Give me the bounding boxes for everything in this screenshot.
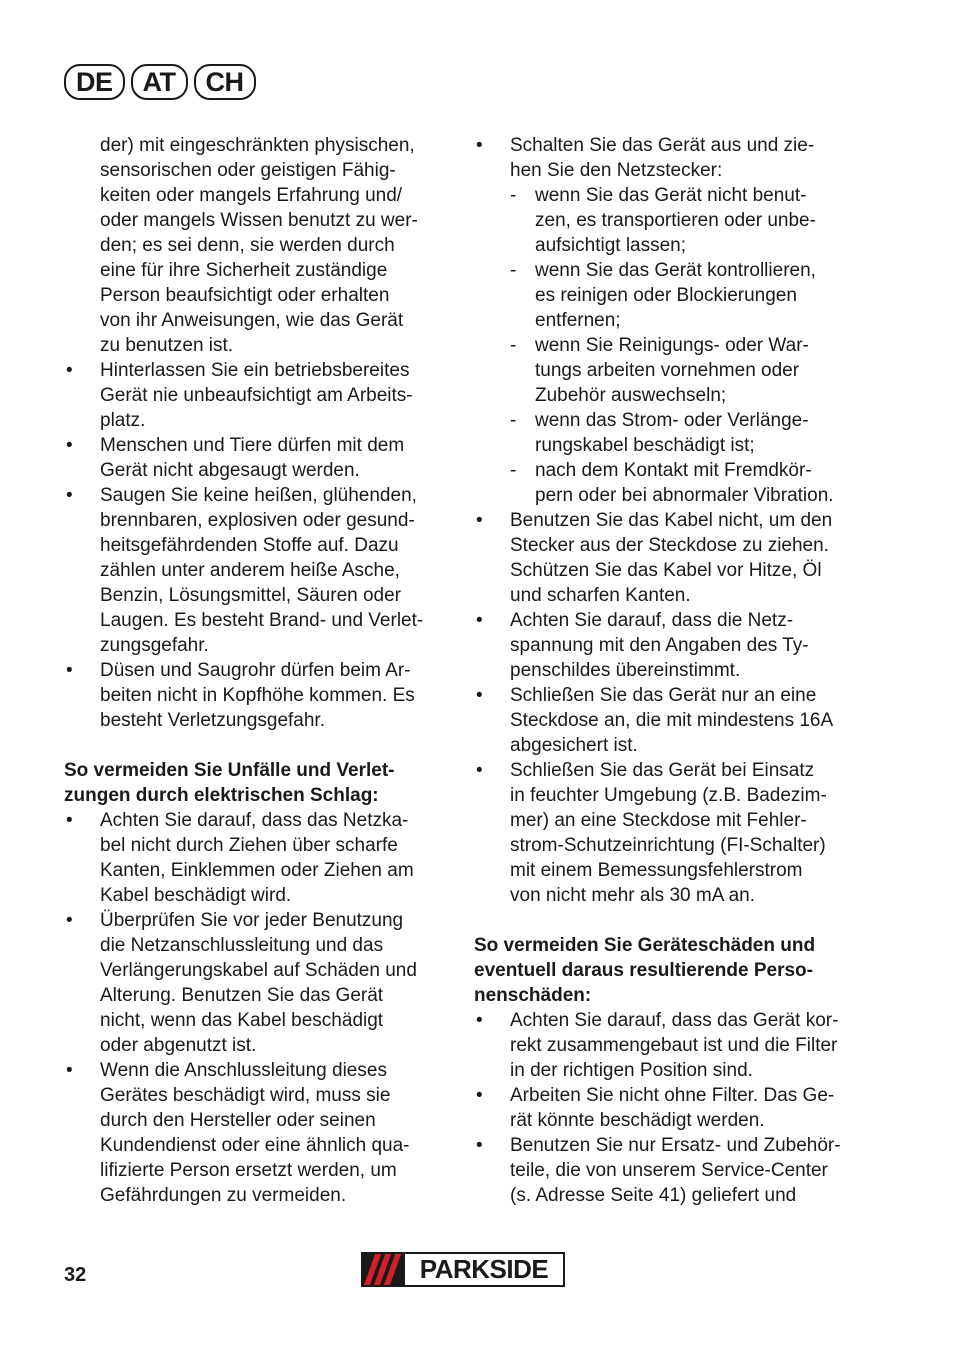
spacer [474, 908, 866, 933]
text-line: So vermeiden Sie Geräteschäden und [474, 935, 816, 956]
sub-item-foreign-body [474, 458, 866, 508]
text-line: wenn Sie Reinigungs- oder War- [535, 335, 809, 356]
text-line: Kundendienst oder eine ähnlich qua- [100, 1135, 410, 1156]
text-line: wenn Sie das Gerät nicht benut- [535, 185, 807, 206]
text-line: Achten Sie darauf, dass das Netzka- [100, 810, 409, 831]
logo-stripes-icon [363, 1254, 405, 1285]
bullet-icon: • [476, 685, 483, 706]
bullet-icon: • [66, 810, 73, 831]
text-line: oder abgenutzt ist. [100, 1035, 257, 1056]
sub-item-not-in-use [474, 183, 866, 258]
bullet-icon: • [476, 135, 483, 156]
text-line: entfernen; [535, 310, 621, 331]
bullet-item-nozzle-height [64, 658, 448, 733]
text-line: Arbeiten Sie nicht ohne Filter. Das Ge- [510, 1085, 835, 1106]
text-line: mer) an eine Steckdose mit Fehler- [510, 810, 807, 831]
text-line: nach dem Kontakt mit Fremdkör- [535, 460, 812, 481]
bullet-item-voltage [474, 608, 866, 683]
text-line: Gerät nicht abgesaugt werden. [100, 460, 360, 481]
bullet-icon: • [476, 760, 483, 781]
text-line: zählen unter anderem heiße Asche, [100, 560, 400, 581]
text-line: Gerät nie unbeaufsichtigt am Arbeits- [100, 385, 413, 406]
text-line: Gerätes beschädigt wird, muss sie [100, 1085, 391, 1106]
text-line: den; es sei denn, sie werden durch [100, 235, 395, 256]
text-line: durch den Hersteller oder seinen [100, 1110, 376, 1131]
text-line: Wenn die Anschlussleitung dieses [100, 1060, 387, 1081]
text-line: und scharfen Kanten. [510, 585, 691, 606]
bullet-item-spare-parts [474, 1133, 866, 1208]
section-heading-device-damage [474, 933, 866, 1008]
text-line: aufsichtigt lassen; [535, 235, 687, 256]
text-line: die Netzanschlussleitung und das [100, 935, 384, 956]
text-line: eine für ihre Sicherheit zuständige [100, 260, 388, 281]
text-line: Benutzen Sie nur Ersatz- und Zubehör- [510, 1135, 841, 1156]
text-line: abgesichert ist. [510, 735, 638, 756]
bullet-icon: • [476, 1135, 483, 1156]
bullet-item-assembly [474, 1008, 866, 1083]
bullet-item-replace-cable [64, 1058, 448, 1208]
bullet-icon: • [66, 435, 73, 456]
text-line: eventuell daraus resultierende Perso- [474, 960, 813, 981]
intro-paragraph [64, 133, 448, 358]
text-line: spannung mit den Angaben des Ty- [510, 635, 809, 656]
bullet-icon: • [476, 1085, 483, 1106]
text-line: beiten nicht in Kopfhöhe kommen. Es [100, 685, 415, 706]
language-badge-ch: CH [194, 64, 256, 100]
text-line: mit einem Bemessungsfehlerstrom [510, 860, 803, 881]
language-badge-de: DE [64, 64, 125, 100]
text-line: Kanten, Einklemmen oder Ziehen am [100, 860, 414, 881]
text-line: von ihr Anweisungen, wie das Gerät [100, 310, 404, 331]
bullet-item-rcd [474, 758, 866, 908]
text-line: zen, es transportieren oder unbe- [535, 210, 816, 231]
bullet-item-unplug [474, 133, 866, 183]
bullet-item-filter [474, 1083, 866, 1133]
text-line: tungs arbeiten vornehmen oder [535, 360, 800, 381]
bullet-icon: • [66, 660, 73, 681]
text-line: Schließen Sie das Gerät bei Einsatz [510, 760, 815, 781]
bullet-icon: • [66, 1060, 73, 1081]
left-column [64, 133, 448, 1208]
text-line: Schützen Sie das Kabel vor Hitze, Öl [510, 560, 822, 581]
text-line: von nicht mehr als 30 mA an. [510, 885, 756, 906]
bullet-item-check-cable [64, 908, 448, 1058]
text-line: der) mit eingeschränkten physischen, [100, 135, 415, 156]
bullet-icon: • [66, 360, 73, 381]
text-line: Hinterlassen Sie ein betriebsbereites [100, 360, 410, 381]
sub-item-inspect [474, 258, 866, 333]
dash-icon: - [510, 185, 517, 206]
text-line: heitsgefährdenden Stoffe auf. Dazu [100, 535, 399, 556]
bullet-item-power-cable [64, 808, 448, 908]
text-line: Schalten Sie das Gerät aus und zie- [510, 135, 815, 156]
text-line: sensorischen oder geistigen Fähig- [100, 160, 396, 181]
text-line: rät könnte beschädigt werden. [510, 1110, 765, 1131]
bullet-icon: • [476, 510, 483, 531]
text-line: Menschen und Tiere dürfen mit dem [100, 435, 405, 456]
text-line: bel nicht durch Ziehen über scharfe [100, 835, 398, 856]
text-line: Verlängerungskabel auf Schäden und [100, 960, 417, 981]
text-line: wenn das Strom- oder Verlänge- [535, 410, 809, 431]
spacer [64, 733, 448, 758]
text-line: oder mangels Wissen benutzt zu wer- [100, 210, 418, 231]
text-line: brennbaren, explosiven oder gesund- [100, 510, 415, 531]
bullet-icon: • [476, 610, 483, 631]
dash-icon: - [510, 260, 517, 281]
text-line: hen Sie den Netzstecker: [510, 160, 723, 181]
sub-item-maintenance [474, 333, 866, 408]
page-number: 32 [64, 1264, 87, 1286]
text-line: Schließen Sie das Gerät nur an eine [510, 685, 817, 706]
text-line: (s. Adresse Seite 41) geliefert und [510, 1185, 797, 1206]
parkside-logo [361, 1252, 565, 1287]
text-line: nicht, wenn das Kabel beschädigt [100, 1010, 384, 1031]
dash-icon: - [510, 410, 517, 431]
bullet-item-hazardous-substances [64, 483, 448, 658]
text-line: pern oder bei abnormaler Vibration. [535, 485, 834, 506]
text-line: Alterung. Benutzen Sie das Gerät [100, 985, 384, 1006]
language-badge-at: AT [131, 64, 188, 100]
dash-icon: - [510, 335, 517, 356]
text-line: strom-Schutzeinrichtung (FI-Schalter) [510, 835, 826, 856]
text-line: wenn Sie das Gerät kontrollieren, [535, 260, 816, 281]
text-line: in feuchter Umgebung (z.B. Badezim- [510, 785, 827, 806]
text-line: Steckdose an, die mit mindestens 16A [510, 710, 834, 731]
text-line: Überprüfen Sie vor jeder Benutzung [100, 910, 404, 931]
dash-icon: - [510, 460, 517, 481]
text-line: nenschäden: [474, 985, 592, 1006]
text-line: Achten Sie darauf, dass das Gerät kor- [510, 1010, 839, 1031]
text-line: platz. [100, 410, 146, 431]
bullet-icon: • [66, 485, 73, 506]
text-line: es reinigen oder Blockierungen [535, 285, 797, 306]
bullet-item-cable-pull [474, 508, 866, 608]
right-column [474, 133, 866, 1208]
text-line: Laugen. Es besteht Brand- und Verlet- [100, 610, 424, 631]
bullet-item-unattended [64, 358, 448, 433]
text-line: Gefährdungen zu vermeiden. [100, 1185, 347, 1206]
sub-item-damaged-cable [474, 408, 866, 458]
text-line: Achten Sie darauf, dass die Netz- [510, 610, 794, 631]
text-line: Düsen und Saugrohr dürfen beim Ar- [100, 660, 411, 681]
text-line: teile, die von unserem Service-Center [510, 1160, 828, 1181]
text-line: So vermeiden Sie Unfälle und Verlet- [64, 760, 395, 781]
text-line: Kabel beschädigt wird. [100, 885, 292, 906]
text-line: Benzin, Lösungsmittel, Säuren oder [100, 585, 402, 606]
bullet-icon: • [476, 1010, 483, 1031]
text-line: Saugen Sie keine heißen, glühenden, [100, 485, 417, 506]
text-line: zu benutzen ist. [100, 335, 234, 356]
text-line: Stecker aus der Steckdose zu ziehen. [510, 535, 829, 556]
text-line: in der richtigen Position sind. [510, 1060, 753, 1081]
text-line: penschildes übereinstimmt. [510, 660, 741, 681]
text-line: keiten oder mangels Erfahrung und/ [100, 185, 403, 206]
text-line: rekt zusammengebaut ist und die Filter [510, 1035, 838, 1056]
language-badges [64, 64, 256, 100]
text-line: zungsgefahr. [100, 635, 209, 656]
text-line: Zubehör auswechseln; [535, 385, 727, 406]
text-line: besteht Verletzungsgefahr. [100, 710, 325, 731]
logo-wordmark: PARKSIDE [405, 1254, 563, 1285]
bullet-icon: • [66, 910, 73, 931]
text-line: zungen durch elektrischen Schlag: [64, 785, 379, 806]
bullet-item-fuse [474, 683, 866, 758]
text-line: rungskabel beschädigt ist; [535, 435, 755, 456]
bullet-item-people-animals [64, 433, 448, 483]
section-heading-electric-shock [64, 758, 448, 808]
text-line: Benutzen Sie das Kabel nicht, um den [510, 510, 833, 531]
text-line: lifizierte Person ersetzt werden, um [100, 1160, 397, 1181]
text-line: Person beaufsichtigt oder erhalten [100, 285, 390, 306]
